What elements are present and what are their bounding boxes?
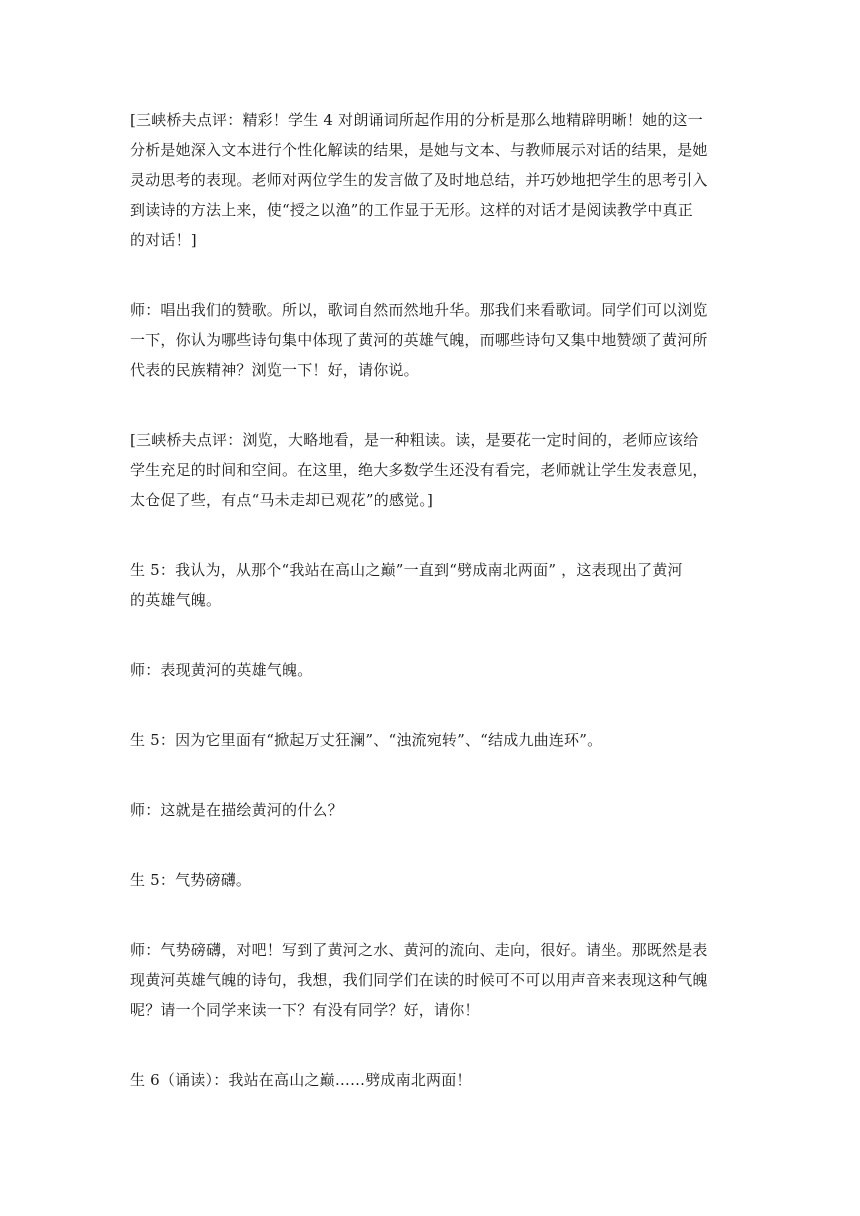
text-line: 生 5：因为它里面有“掀起万丈狂澜”、“浊流宛转”、“结成九曲连环”。 — [130, 731, 603, 749]
text-line: 师：唱出我们的赞歌。所以，歌词自然而然地升华。那我们来看歌词。同学们可以浏览 — [130, 301, 708, 319]
student-paragraph — [130, 725, 730, 755]
teacher-paragraph — [130, 795, 730, 825]
text-line: 师：气势磅礴，对吧！写到了黄河之水、黄河的流向、走向，很好。请坐。那既然是表 — [130, 941, 708, 959]
commentary-paragraph — [130, 105, 730, 255]
teacher-paragraph — [130, 935, 730, 1025]
student-paragraph — [130, 1065, 730, 1095]
text-line: 现黄河英雄气魄的诗句，我想，我们同学们在读的时候可不可以用声音来表现这种气魄 — [130, 971, 708, 989]
text-line: 学生充足的时间和空间。在这里，绝大多数学生还没有看完，老师就让学生发表意见， — [130, 461, 708, 479]
text-line: 代表的民族精神？浏览一下！好，请你说。 — [130, 361, 419, 379]
student-paragraph — [130, 555, 730, 615]
commentary-paragraph — [130, 425, 730, 515]
text-line: 灵动思考的表现。老师对两位学生的发言做了及时地总结，并巧妙地把学生的思考引入 — [130, 171, 708, 189]
text-line: [三峡桥夫点评：浏览，大略地看，是一种粗读。读，是要花一定时间的，老师应该给 — [130, 431, 699, 449]
text-line: 太仓促了些，有点“马未走却已观花”的感觉。] — [130, 491, 434, 509]
text-line: 到读诗的方法上来，使“授之以渔”的工作显于无形。这样的对话才是阅读教学中真正 — [130, 201, 693, 219]
text-line: 生 6（诵读）：我站在高山之巅……劈成南北两面！ — [130, 1071, 472, 1089]
document-page — [130, 105, 730, 1135]
text-line: 生 5：气势磅礴。 — [130, 871, 252, 889]
text-line: 师：这就是在描绘黄河的什么？ — [130, 801, 343, 819]
student-paragraph — [130, 865, 730, 895]
teacher-paragraph — [130, 655, 730, 685]
text-line: 的对话！] — [130, 231, 197, 249]
text-line: 呢？请一个同学来读一下？有没有同学？好，请你！ — [130, 1001, 480, 1019]
teacher-paragraph — [130, 295, 730, 385]
text-line: 一下，你认为哪些诗句集中体现了黄河的英雄气魄，而哪些诗句又集中地赞颂了黄河所 — [130, 331, 708, 349]
text-line: 分析是她深入文本进行个性化解读的结果，是她与文本、与教师展示对话的结果，是她 — [130, 141, 708, 159]
text-line: 师：表现黄河的英雄气魄。 — [130, 661, 313, 679]
text-line: 的英雄气魄。 — [130, 591, 222, 609]
text-line: [三峡桥夫点评：精彩！学生 4 对朗诵词所起作用的分析是那么地精辟明晰！她的这一 — [130, 111, 703, 129]
text-line: 生 5：我认为，从那个“我站在高山之巅”一直到“劈成南北两面” ，这表现出了黄河 — [130, 561, 683, 579]
